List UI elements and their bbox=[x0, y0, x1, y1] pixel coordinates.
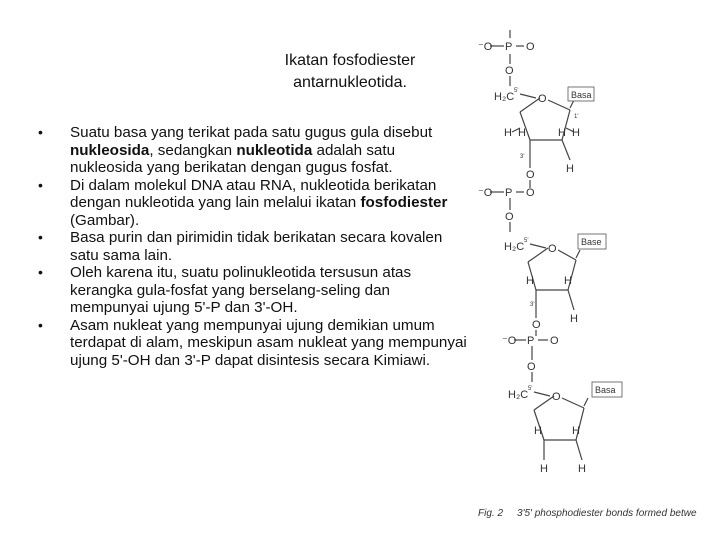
hydrogen-label: H bbox=[534, 425, 542, 437]
bullet-item bbox=[38, 177, 468, 230]
bullet-text bbox=[70, 124, 432, 176]
text-segment: Di dalam molekul DNA atau RNA, nukleotida berikatan dengan nukleotida yang lain melalui ikatan bbox=[70, 176, 437, 211]
bold-term: nukleotida bbox=[236, 141, 313, 159]
carbon-5-label: 5' bbox=[514, 88, 519, 94]
bullet-text bbox=[70, 264, 411, 316]
base-label: Base bbox=[581, 237, 602, 247]
bullet-item bbox=[38, 229, 468, 264]
bullet-item bbox=[38, 124, 468, 177]
oxygen-label: O bbox=[526, 41, 535, 53]
carbon-5-label: 5' bbox=[528, 386, 533, 392]
phosphorus-label: P bbox=[527, 335, 535, 347]
ch2-label: H₂C bbox=[508, 389, 529, 401]
oxygen-label: O bbox=[505, 211, 514, 223]
o-minus-label: ⁻O bbox=[478, 41, 493, 53]
text-segment: , sedangkan bbox=[149, 141, 237, 159]
caption-number: Fig. 2 bbox=[478, 508, 504, 519]
bold-term: nukleosida bbox=[70, 141, 150, 159]
oxygen-label: O bbox=[532, 319, 541, 331]
phosphodiester-diagram bbox=[470, 28, 720, 528]
hydrogen-label: H bbox=[558, 127, 566, 139]
slide-title bbox=[250, 50, 450, 94]
caption-text: 3'5' phosphodiester bonds formed betwe bbox=[517, 508, 697, 519]
text-segment: Basa purin dan pirimidin tidak berikatan secara kovalen satu sama lain. bbox=[70, 229, 443, 264]
hydrogen-label: H bbox=[570, 313, 578, 325]
title-line-1: Ikatan fosfodiester bbox=[284, 52, 416, 69]
bullet-text bbox=[70, 317, 467, 369]
o-minus-label: ⁻O bbox=[502, 335, 517, 347]
bullet-item bbox=[38, 317, 468, 370]
bullet-text bbox=[70, 229, 442, 264]
phosphorus-label: P bbox=[505, 41, 513, 53]
oxygen-label: O bbox=[550, 335, 559, 347]
ch2-label: H₂C bbox=[494, 91, 515, 103]
bullet-dot-icon: • bbox=[38, 176, 43, 193]
ring-oxygen-label: O bbox=[548, 243, 557, 255]
phosphorus-label: P bbox=[505, 187, 513, 199]
ch2-label: H₂C bbox=[504, 241, 525, 253]
text-segment: Suatu basa yang terikat pada satu gugus gula disebut bbox=[70, 124, 433, 141]
base-label: Basa bbox=[571, 90, 592, 100]
oxygen-label: O bbox=[526, 187, 535, 199]
bullet-dot-icon: • bbox=[38, 316, 43, 333]
base-label: Basa bbox=[595, 385, 616, 395]
text-segment: adalah satu nukleosida yang berikatan dengan gugus fosfat. bbox=[70, 141, 396, 176]
ring-oxygen-label: O bbox=[552, 391, 561, 403]
text-segment: Oleh karena itu, suatu polinukleotida tersusun atas kerangka gula-fosfat yang berselang-seling dan mempunyai ujung 5'-P dan 3'-OH. bbox=[70, 264, 412, 316]
carbon-1-label: 1' bbox=[574, 114, 579, 120]
bullet-text bbox=[70, 177, 447, 229]
hydrogen-label: H bbox=[526, 275, 534, 287]
oxygen-label: O bbox=[526, 169, 535, 181]
bullet-dot-icon: • bbox=[38, 124, 43, 140]
hydrogen-label: H bbox=[564, 275, 572, 287]
hydrogen-label: H bbox=[566, 163, 574, 175]
bullet-dot-icon: • bbox=[38, 229, 43, 245]
bold-term: fosfodiester bbox=[360, 194, 448, 211]
hydrogen-label: H bbox=[504, 127, 512, 139]
ring-oxygen-label: O bbox=[538, 93, 547, 105]
text-segment: (Gambar). bbox=[70, 211, 140, 229]
carbon-5-label: 5' bbox=[524, 238, 529, 244]
hydrogen-label: H bbox=[572, 425, 580, 437]
oxygen-label: O bbox=[505, 65, 514, 77]
carbon-3-label: 3' bbox=[530, 302, 535, 308]
bullet-item bbox=[38, 264, 468, 317]
text-segment: Asam nukleat yang mempunyai ujung demikian umum terdapat di alam, meskipun asam nukleat yang mempunyai ujung 5'-OH dan 3'-P dapat disintesis secara Kimiawi. bbox=[70, 316, 467, 369]
hydrogen-label: H bbox=[578, 463, 586, 475]
oxygen-label: O bbox=[527, 361, 536, 373]
figure-caption bbox=[478, 508, 720, 519]
carbon-3-label: 3' bbox=[520, 154, 525, 160]
title-line-2: antarnukleotida. bbox=[293, 74, 407, 91]
hydrogen-label: H bbox=[572, 127, 580, 139]
bullet-list bbox=[38, 124, 468, 369]
bullet-dot-icon: • bbox=[38, 264, 43, 280]
hydrogen-label: H bbox=[540, 463, 548, 475]
o-minus-label: ⁻O bbox=[478, 187, 493, 199]
hydrogen-label: H bbox=[518, 127, 526, 139]
